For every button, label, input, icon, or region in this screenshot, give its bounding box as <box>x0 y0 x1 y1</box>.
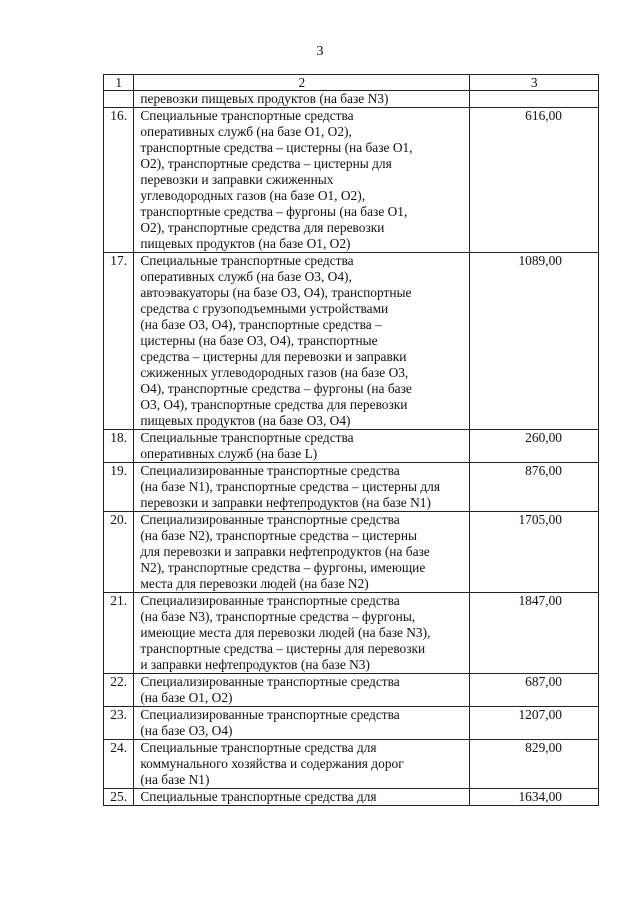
rates-table <box>103 74 599 806</box>
table-row <box>104 108 599 253</box>
row-number: 25. <box>104 789 134 806</box>
description-line: для перевозки и заправки нефтепродуктов (на базе <box>140 544 430 559</box>
row-value: 829,00 <box>470 740 599 789</box>
description-line: транспортные средства – цистерны для перевозки <box>140 641 426 656</box>
row-number: 17. <box>104 253 134 430</box>
description-line: O2), транспортные средства для перевозки <box>140 220 385 235</box>
description-line: (на базе N3), транспортные средства – фургоны, <box>140 609 416 624</box>
description-line: O3, O4), транспортные средства для перевозки <box>140 397 408 412</box>
description-line: средства с грузоподъемными устройствами <box>140 301 389 316</box>
row-description <box>134 707 470 740</box>
description-line: Специализированные транспортные средства <box>140 593 400 608</box>
row-number: 18. <box>104 430 134 463</box>
table-header-row <box>104 75 599 91</box>
description-line: пищевых продуктов (на базе O1, O2) <box>140 236 351 251</box>
row-value: 616,00 <box>470 108 599 253</box>
description-line: автоэвакуаторы (на базе O3, O4), транспортные <box>140 285 412 300</box>
description-line: N2), транспортные средства – фургоны, имеющие <box>140 560 426 575</box>
table-row <box>104 740 599 789</box>
table-row <box>104 707 599 740</box>
description-line: перевозки пищевых продуктов (на базе N3) <box>140 91 389 106</box>
row-description <box>134 430 470 463</box>
description-line: (на базе N1), транспортные средства – цистерны для <box>140 479 440 494</box>
description-line: транспортные средства – цистерны (на базе O1, <box>140 140 413 155</box>
row-number: 20. <box>104 512 134 593</box>
header-col-2: 2 <box>134 75 470 91</box>
description-line: перевозки и заправки сжиженных <box>140 172 334 187</box>
table-row <box>104 789 599 806</box>
description-line: углеводородных газов (на базе O1, O2), <box>140 188 366 203</box>
header-col-3: 3 <box>470 75 599 91</box>
row-description <box>134 253 470 430</box>
page-number: 3 <box>316 44 324 59</box>
row-value: 1207,00 <box>470 707 599 740</box>
row-number: 16. <box>104 108 134 253</box>
header-col-1: 1 <box>104 75 134 91</box>
description-line: средства – цистерны для перевозки и заправки <box>140 349 407 364</box>
description-line: Специальные транспортные средства <box>140 253 354 268</box>
row-number: 24. <box>104 740 134 789</box>
description-line: Специальные транспортные средства для <box>140 740 377 755</box>
row-description <box>134 91 470 108</box>
row-number: 19. <box>104 463 134 512</box>
row-description <box>134 593 470 674</box>
table-row <box>104 512 599 593</box>
row-value <box>470 91 599 108</box>
row-value: 260,00 <box>470 430 599 463</box>
description-line: (на базе O1, O2) <box>140 690 233 705</box>
rates-table-body <box>104 75 599 806</box>
table-row <box>104 91 599 108</box>
description-line: Специальные транспортные средства <box>140 108 354 123</box>
row-description <box>134 463 470 512</box>
row-number: 23. <box>104 707 134 740</box>
row-value: 876,00 <box>470 463 599 512</box>
row-number: 21. <box>104 593 134 674</box>
description-line: места для перевозки людей (на базе N2) <box>140 576 369 591</box>
table-row <box>104 253 599 430</box>
description-line: (на базе O3, O4), транспортные средства – <box>140 317 382 332</box>
row-description <box>134 674 470 707</box>
description-line: оперативных служб (на базе O3, O4), <box>140 269 352 284</box>
description-line: Специальные транспортные средства для <box>140 789 377 804</box>
row-description <box>134 740 470 789</box>
row-value: 1847,00 <box>470 593 599 674</box>
row-description <box>134 512 470 593</box>
description-line: Специализированные транспортные средства <box>140 707 400 722</box>
row-value: 1089,00 <box>470 253 599 430</box>
description-line: оперативных служб (на базе L) <box>140 446 318 461</box>
description-line: оперативных служб (на базе O1, O2), <box>140 124 352 139</box>
description-line: O4), транспортные средства – фургоны (на базе <box>140 381 412 396</box>
description-line: Специализированные транспортные средства <box>140 512 400 527</box>
description-line: Специальные транспортные средства <box>140 430 354 445</box>
row-value: 687,00 <box>470 674 599 707</box>
description-line: имеющие места для перевозки людей (на базе N3), <box>140 625 431 640</box>
description-line: (на базе N1) <box>140 772 210 787</box>
description-line: (на базе N2), транспортные средства – цистерны <box>140 528 417 543</box>
description-line: транспортные средства – фургоны (на базе O1, <box>140 204 408 219</box>
description-line: цистерны (на базе O3, O4), транспортные <box>140 333 378 348</box>
row-description <box>134 789 470 806</box>
description-line: Специализированные транспортные средства <box>140 674 400 689</box>
table-row <box>104 674 599 707</box>
row-value: 1634,00 <box>470 789 599 806</box>
row-value: 1705,00 <box>470 512 599 593</box>
description-line: Специализированные транспортные средства <box>140 463 400 478</box>
row-description <box>134 108 470 253</box>
table-row <box>104 593 599 674</box>
description-line: и заправки нефтепродуктов (на базе N3) <box>140 657 370 672</box>
description-line: перевозки и заправки нефтепродуктов (на базе N1) <box>140 495 431 510</box>
table-row <box>104 463 599 512</box>
table-row <box>104 430 599 463</box>
description-line: O2), транспортные средства – цистерны для <box>140 156 392 171</box>
description-line: пищевых продуктов (на базе O3, O4) <box>140 413 351 428</box>
row-number <box>104 91 134 108</box>
description-line: (на базе O3, O4) <box>140 723 233 738</box>
description-line: сжиженных углеводородных газов (на базе O3, <box>140 365 409 380</box>
description-line: коммунального хозяйства и содержания дорог <box>140 756 404 771</box>
row-number: 22. <box>104 674 134 707</box>
